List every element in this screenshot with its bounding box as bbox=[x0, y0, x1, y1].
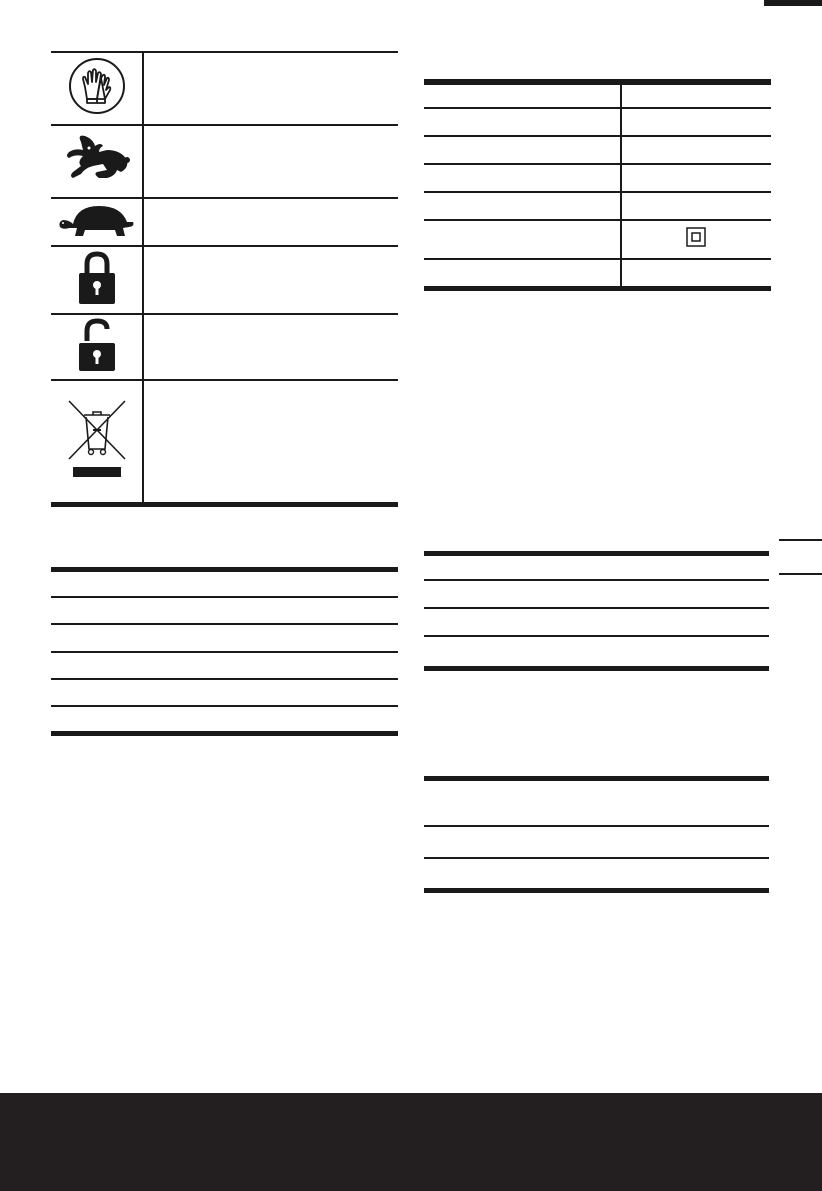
double-insulation-icon bbox=[686, 227, 706, 252]
column-divider bbox=[142, 51, 144, 503]
table-row bbox=[55, 653, 395, 678]
spec-value bbox=[626, 165, 768, 191]
table-row bbox=[55, 625, 395, 651]
table-row bbox=[55, 598, 395, 623]
symbol-row bbox=[51, 247, 142, 313]
table-row bbox=[428, 556, 766, 579]
rabbit-high-speed-icon bbox=[63, 130, 131, 193]
table-bottom-rule bbox=[51, 502, 398, 507]
tortoise-low-speed-icon bbox=[57, 200, 137, 245]
symbol-description bbox=[148, 53, 393, 124]
table-row bbox=[428, 781, 766, 825]
spec-label bbox=[428, 109, 616, 135]
side-tab-rule bbox=[779, 539, 822, 541]
spec-label bbox=[428, 85, 616, 107]
locked-padlock-icon bbox=[77, 250, 117, 311]
table-rule bbox=[424, 635, 769, 637]
top-edge-rule bbox=[764, 0, 822, 6]
table-row bbox=[428, 827, 766, 857]
spec-value bbox=[626, 109, 768, 135]
symbol-description bbox=[148, 315, 393, 379]
side-tab-rule bbox=[779, 573, 822, 575]
symbol-row bbox=[51, 315, 142, 379]
spec-label bbox=[428, 137, 616, 163]
spec-label bbox=[428, 193, 616, 219]
spec-label bbox=[428, 221, 616, 258]
table-bottom-rule bbox=[424, 666, 769, 671]
symbol-description bbox=[148, 381, 393, 502]
spec-value bbox=[626, 137, 768, 163]
table-rule bbox=[51, 705, 398, 707]
spec-label bbox=[428, 165, 616, 191]
symbol-description bbox=[148, 247, 393, 313]
table-rule bbox=[424, 258, 771, 260]
table-row bbox=[428, 859, 766, 888]
symbol-row bbox=[51, 199, 142, 245]
spec-value-cell bbox=[622, 221, 770, 258]
symbol-description bbox=[148, 126, 393, 197]
unlocked-padlock-icon bbox=[77, 317, 117, 378]
spec-value bbox=[626, 193, 768, 219]
symbol-row bbox=[51, 126, 142, 197]
table-row bbox=[428, 609, 766, 635]
symbol-description bbox=[148, 199, 393, 245]
table-row bbox=[428, 581, 766, 607]
table-row bbox=[55, 680, 395, 705]
table-row bbox=[55, 572, 395, 596]
table-bottom-rule bbox=[51, 731, 398, 736]
table-bottom-rule bbox=[424, 888, 769, 893]
symbol-row bbox=[51, 381, 142, 502]
protective-gloves-icon bbox=[68, 57, 126, 120]
footer-bar bbox=[0, 1093, 822, 1191]
weee-crossed-bin-icon bbox=[67, 397, 127, 486]
symbol-row bbox=[51, 53, 142, 124]
table-bottom-rule bbox=[424, 286, 771, 291]
spec-value bbox=[626, 85, 768, 107]
